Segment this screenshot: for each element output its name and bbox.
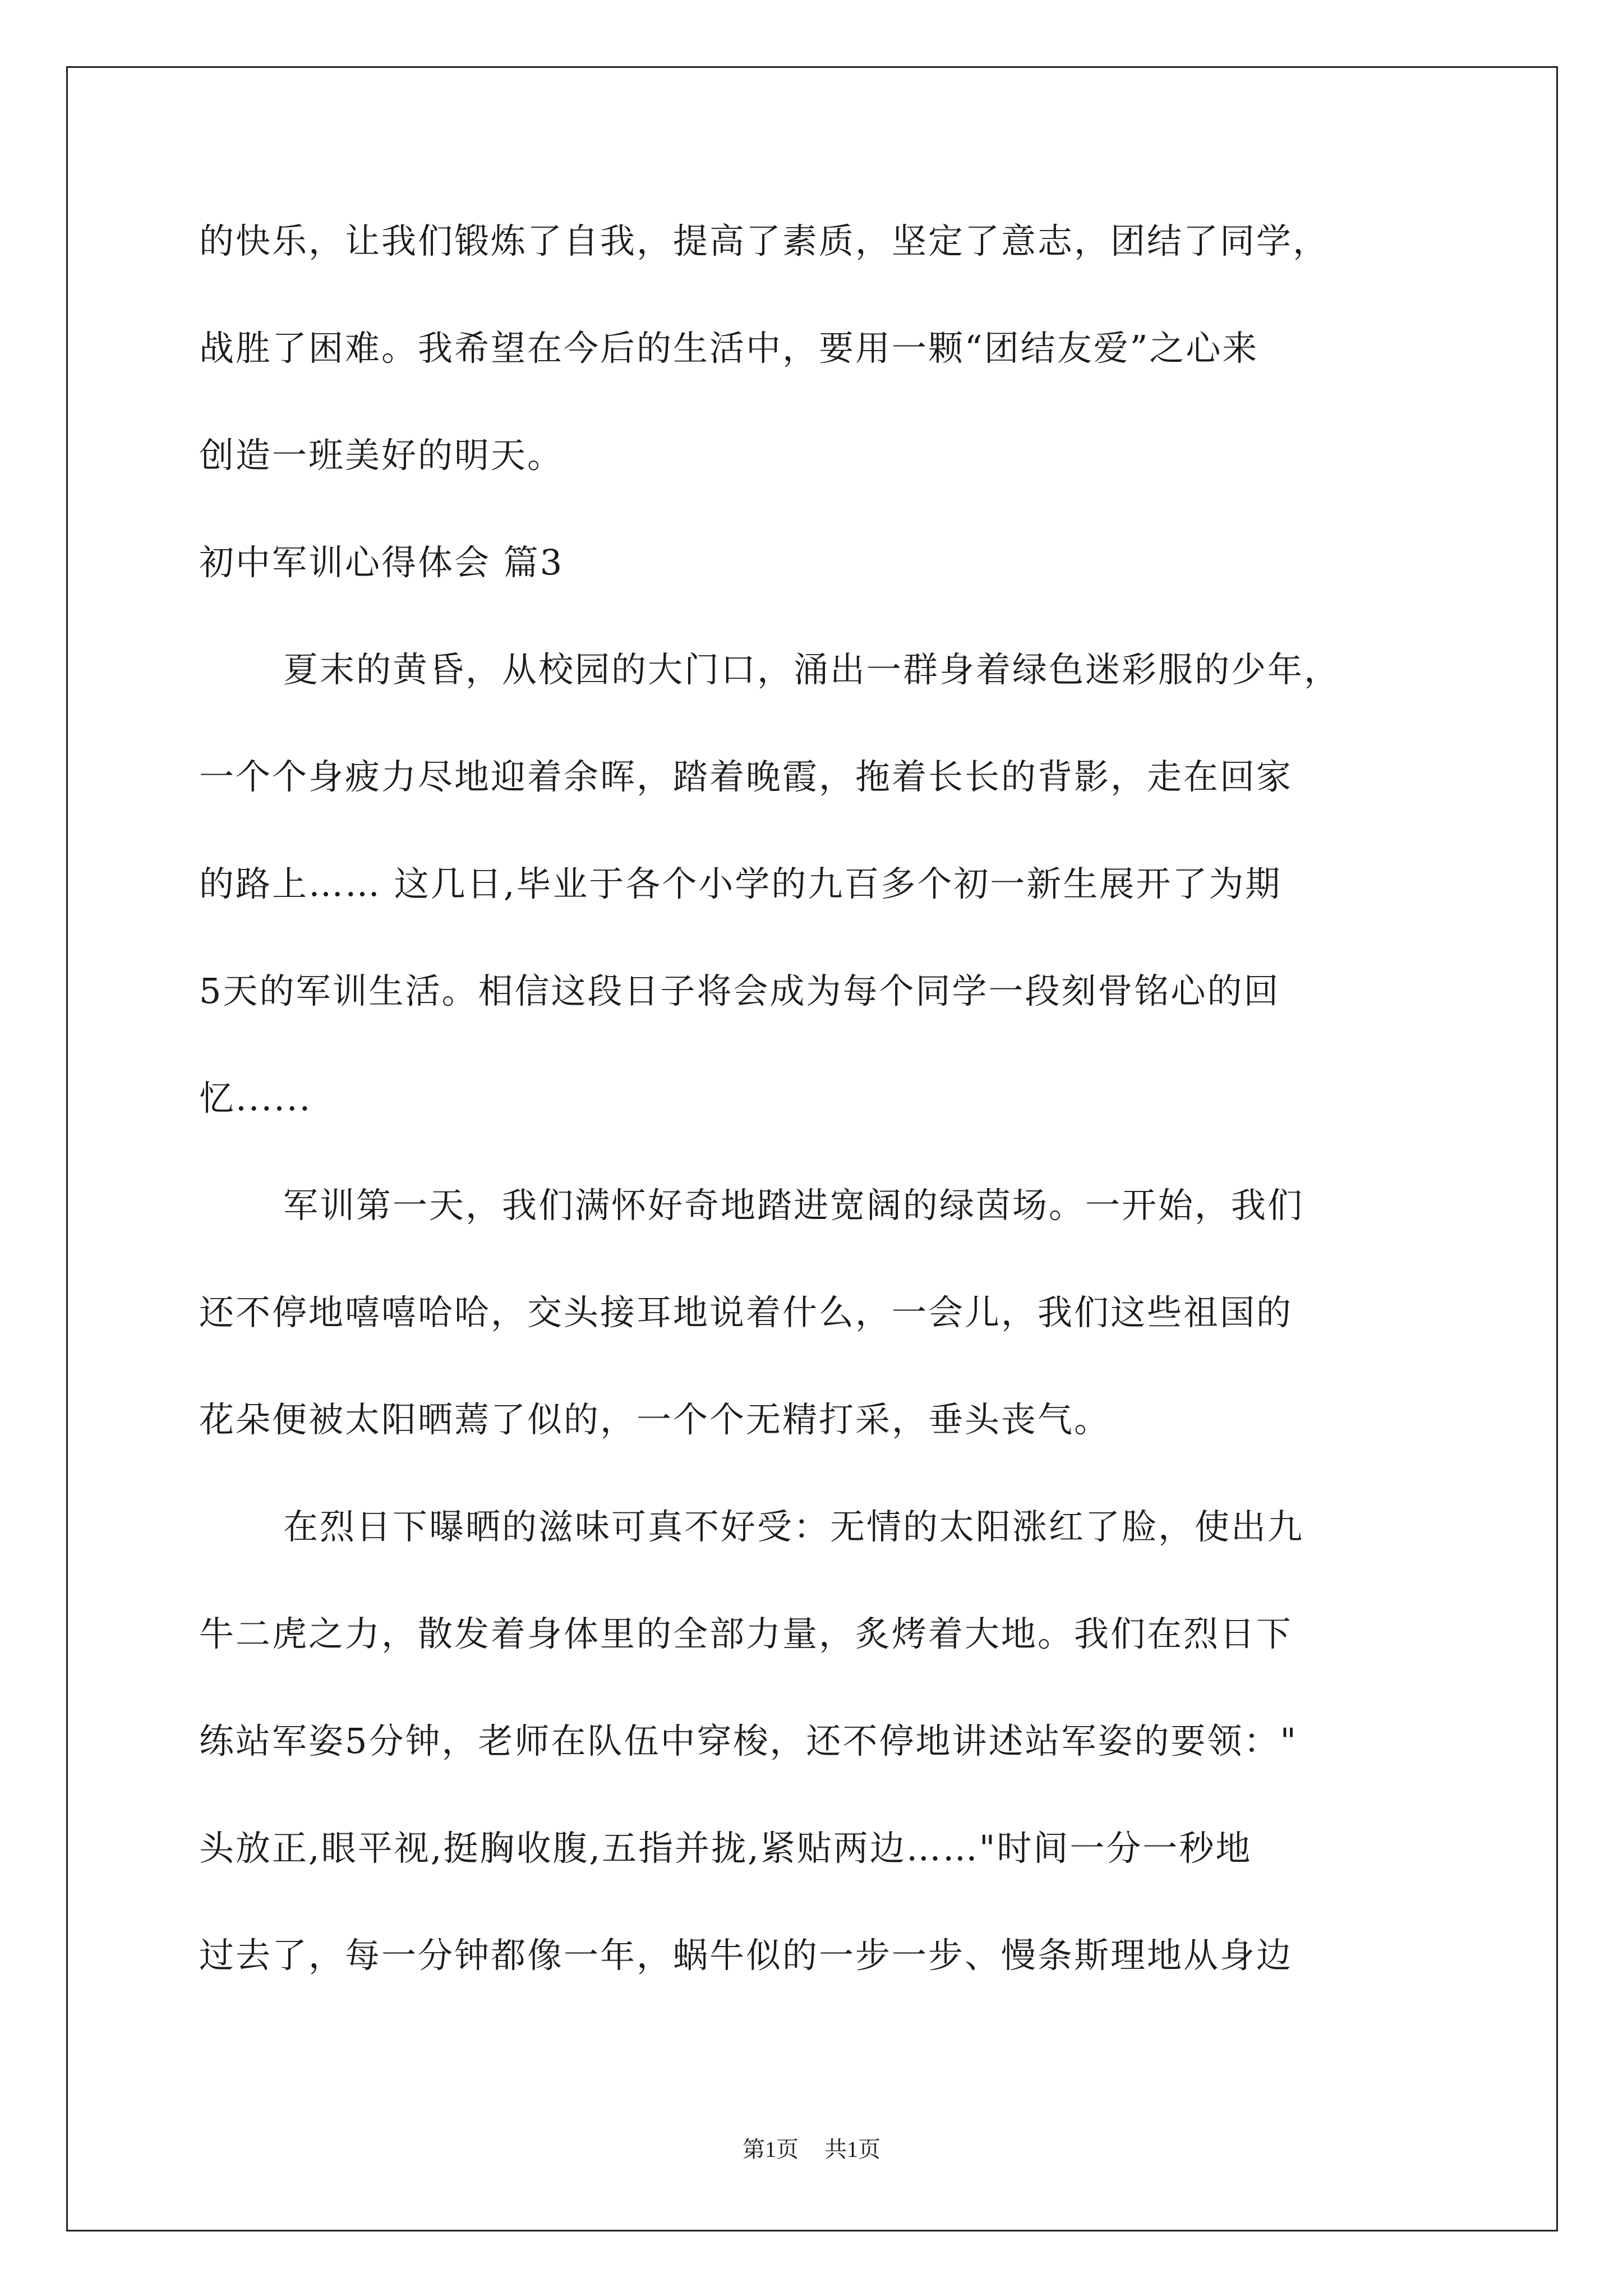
text-line: 一个个身疲力尽地迎着余晖，踏着晚霞，拖着长长的背影，走在回家: [199, 756, 1293, 797]
text-line: 的路上…… 这几日,毕业于各个小学的九百多个初一新生展开了为期: [199, 863, 1282, 904]
page-number: 第1页: [743, 2137, 799, 2162]
text-line: 创造一班美好的明天。: [199, 435, 564, 476]
section-heading: 初中军训心得体会 篇3: [199, 542, 564, 583]
text-line: 军训第一天，我们满怀好奇地踏进宽阔的绿茵场。一开始，我们: [283, 1185, 1304, 1226]
text-line: 忆......: [199, 1078, 312, 1119]
text-line: 5天的军训生活。相信这段日子将会成为每个同学一段刻骨铭心的回: [199, 970, 1280, 1011]
text-line: 牛二虎之力，散发着身体里的全部力量，炙烤着大地。我们在烈日下: [199, 1613, 1293, 1654]
text-line: 花朵便被太阳晒蔫了似的，一个个无精打采，垂头丧气。: [199, 1399, 1111, 1440]
text-line: 战胜了困难。我希望在今后的生活中，要用一颗“团结友爱”之心来: [199, 328, 1259, 369]
text-line: 夏末的黄昏，从校园的大门口，涌出一群身着绿色迷彩服的少年，: [283, 649, 1341, 690]
text-line: 的快乐，让我们锻炼了自我，提高了素质，坚定了意志，团结了同学，: [199, 220, 1330, 261]
text-line: 还不停地嘻嘻哈哈，交头接耳地说着什么，一会儿，我们这些祖国的: [199, 1292, 1293, 1333]
text-line: 头放正,眼平视,挺胸收腹,五指并拢,紧贴两边……"时间一分一秒地: [199, 1828, 1252, 1869]
text-line: 在烈日下曝晒的滋味可真不好受：无情的太阳涨红了脸，使出九: [283, 1506, 1304, 1547]
page-total: 共1页: [824, 2137, 880, 2162]
text-line: 过去了，每一分钟都像一年，蜗牛似的一步一步、慢条斯理地从身边: [199, 1935, 1293, 1976]
document-body: [199, 210, 1455, 2032]
text-line: 练站军姿5分钟，老师在队伍中穿梭，还不停地讲述站军姿的要领：": [199, 1720, 1298, 1761]
page-footer: [0, 2132, 1623, 2164]
